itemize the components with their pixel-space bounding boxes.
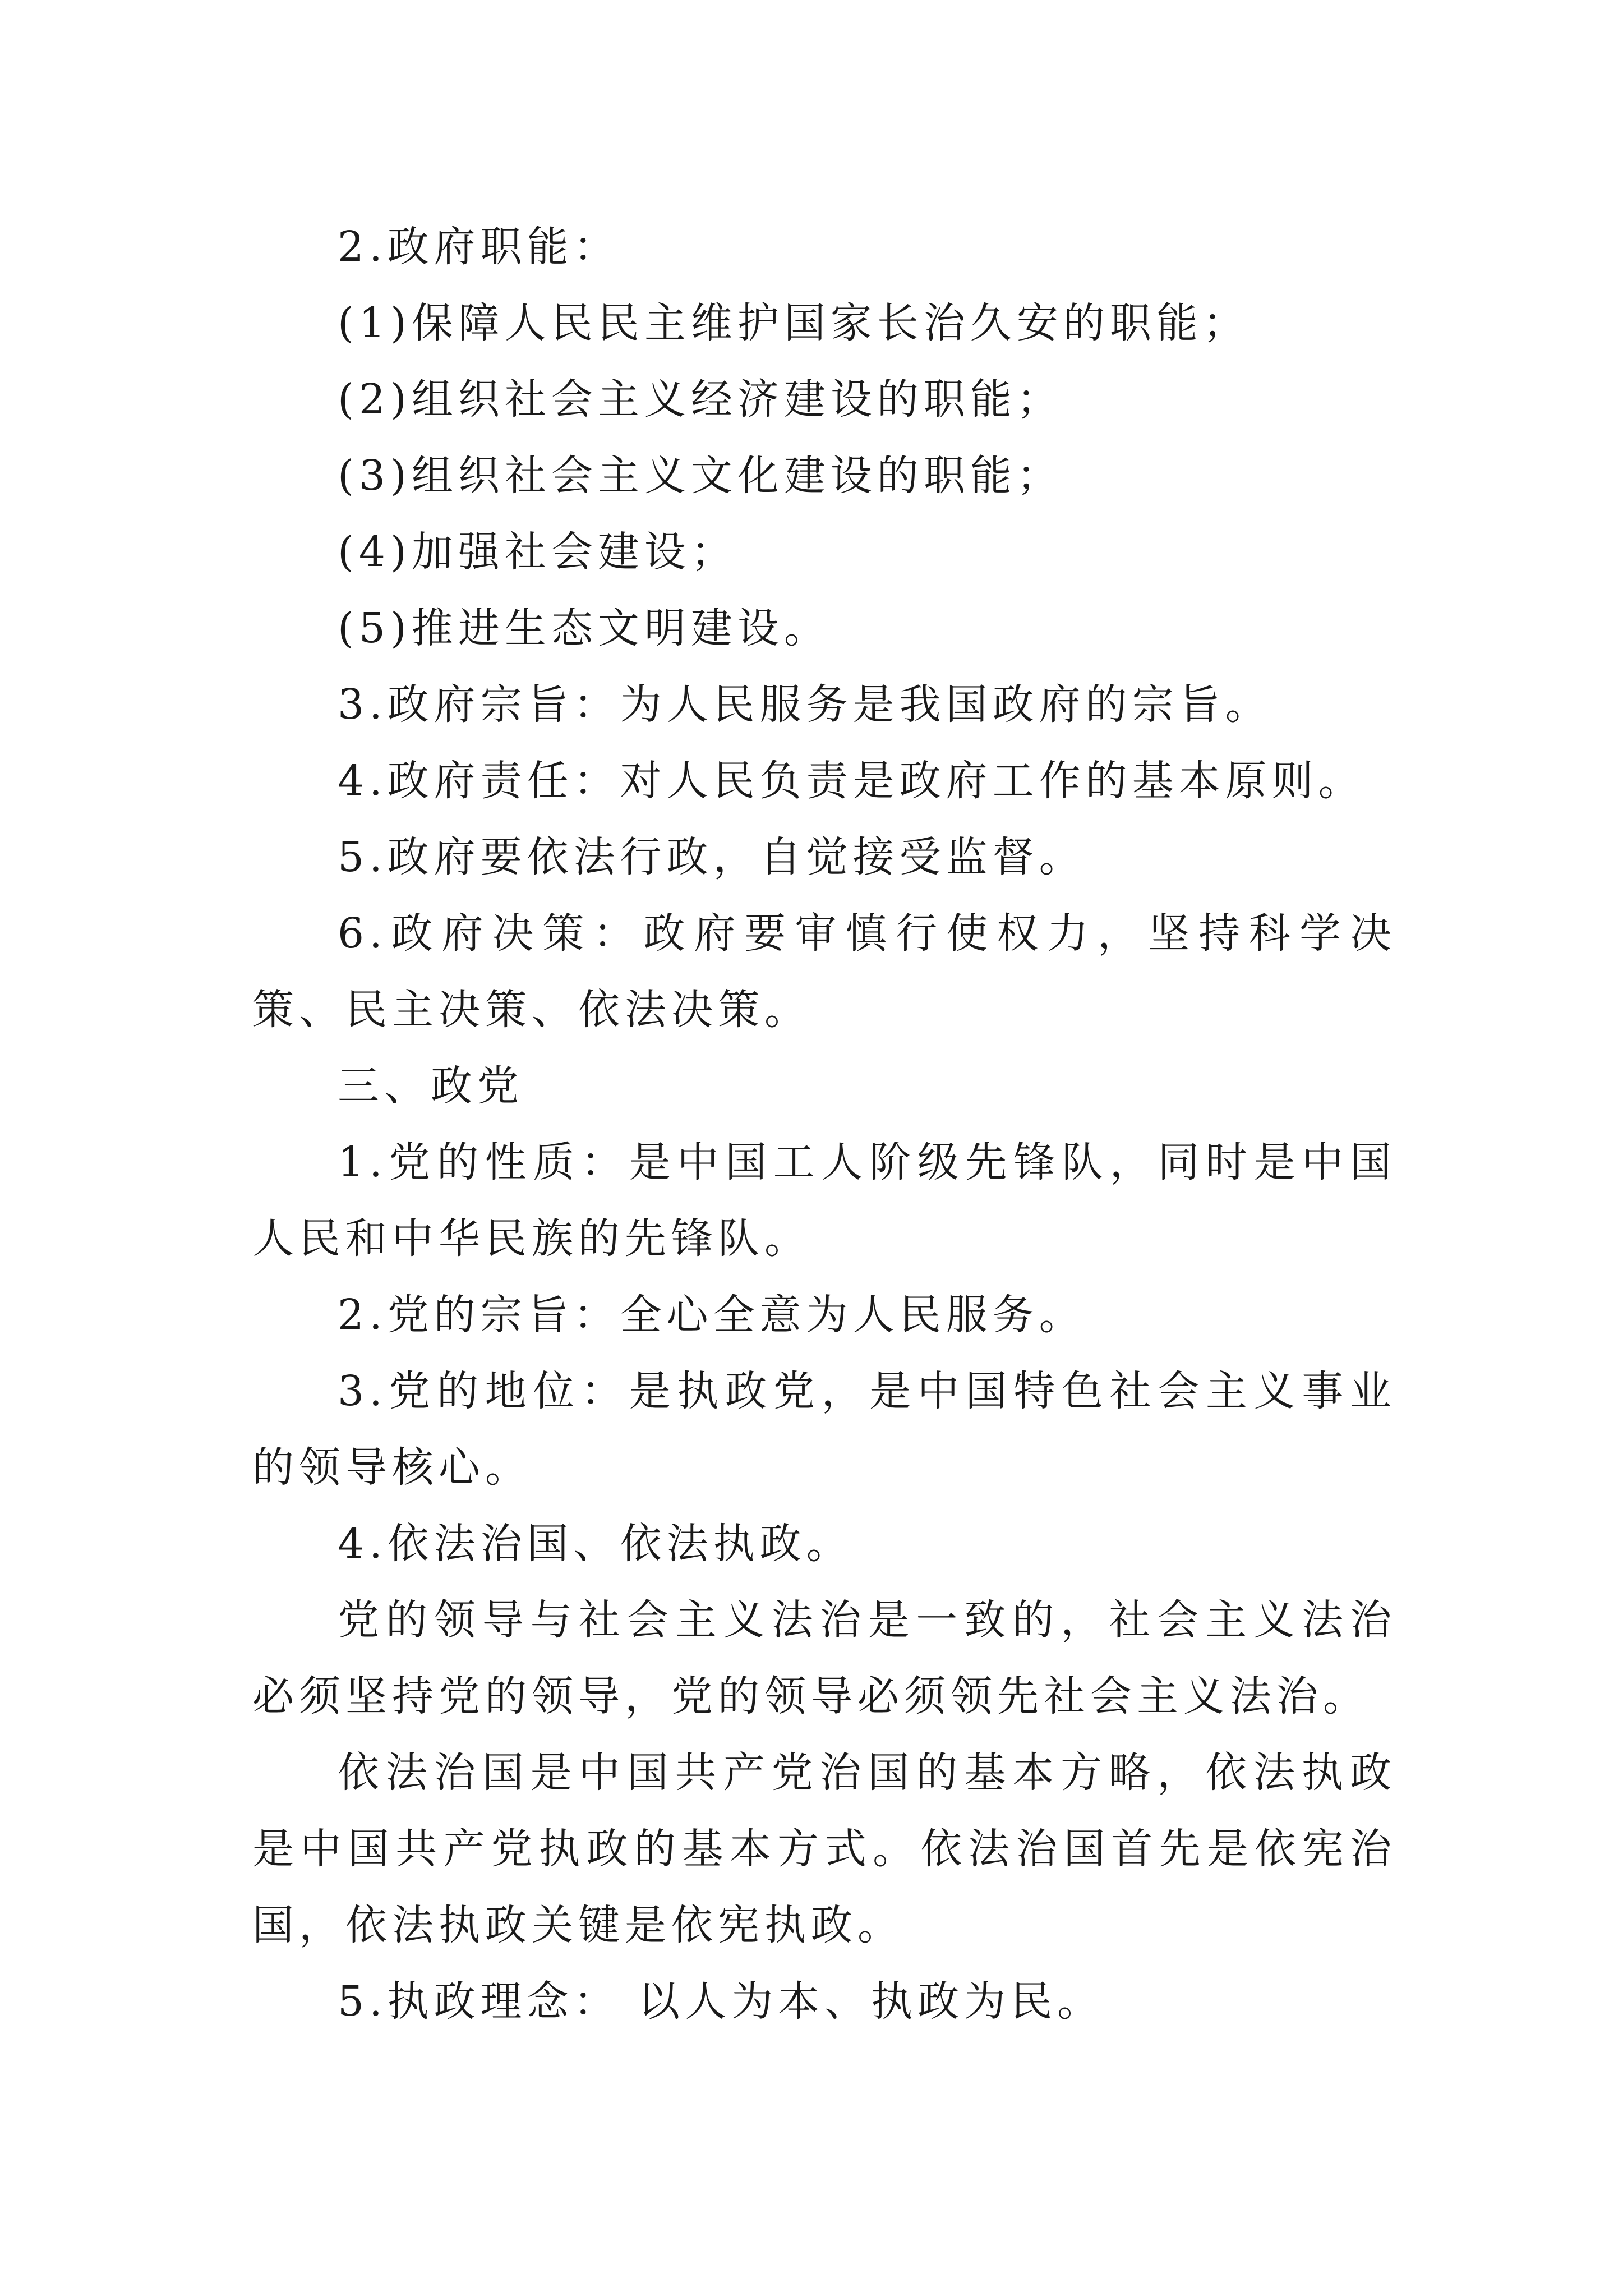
paragraph-governing-philosophy: 5.执政理念： 以人为本、执政为民。 <box>338 1977 1104 2026</box>
paragraph-party-status: 3.党的地位：是执政党，是中国特色社会主义事业的领导核心。 <box>252 1367 1396 1492</box>
paragraph-government-functions-heading: 2.政府职能： <box>338 223 620 271</box>
paragraph-function-5: (5)推进生态文明建设。 <box>338 604 831 652</box>
section-heading-political-party: 三、政党 <box>338 1062 524 1110</box>
paragraph-lawful-administration: 5.政府要依法行政，自觉接受监督。 <box>338 833 1086 881</box>
paragraph-function-2: (2)组织社会主义经济建设的职能； <box>338 375 1063 424</box>
paragraph-government-responsibility: 4.政府责任：对人民负责是政府工作的基本原则。 <box>338 757 1365 805</box>
paragraph-function-3: (3)组织社会主义文化建设的职能； <box>338 452 1063 500</box>
paragraph-rule-of-law: 4.依法治国、依法执政。 <box>338 1520 853 1568</box>
paragraph-government-purpose: 3.政府宗旨：为人民服务是我国政府的宗旨。 <box>338 680 1272 729</box>
paragraph-government-decision: 6.政府决策：政府要审慎行使权力，坚持科学决策、民主决策、依法决策。 <box>252 909 1396 1034</box>
paragraph-party-purpose: 2.党的宗旨：全心全意为人民服务。 <box>338 1291 1086 1339</box>
document-body <box>252 209 1396 2040</box>
paragraph-function-1: (1)保障人民民主维护国家长治久安的职能； <box>338 299 1249 347</box>
paragraph-function-4: (4)加强社会建设； <box>338 528 737 576</box>
paragraph-party-nature: 1.党的性质：是中国工人阶级先锋队，同时是中国人民和中华民族的先锋队。 <box>252 1138 1396 1263</box>
paragraph-party-leadership-and-law: 党的领导与社会主义法治是一致的，社会主义法治必须坚持党的领导，党的领导必须领先社会主义法治。 <box>252 1596 1396 1720</box>
paragraph-governance-strategy: 依法治国是中国共产党治国的基本方略，依法执政是中国共产党执政的基本方式。依法治国首先是依宪治国，依法执政关键是依宪执政。 <box>252 1749 1396 1949</box>
